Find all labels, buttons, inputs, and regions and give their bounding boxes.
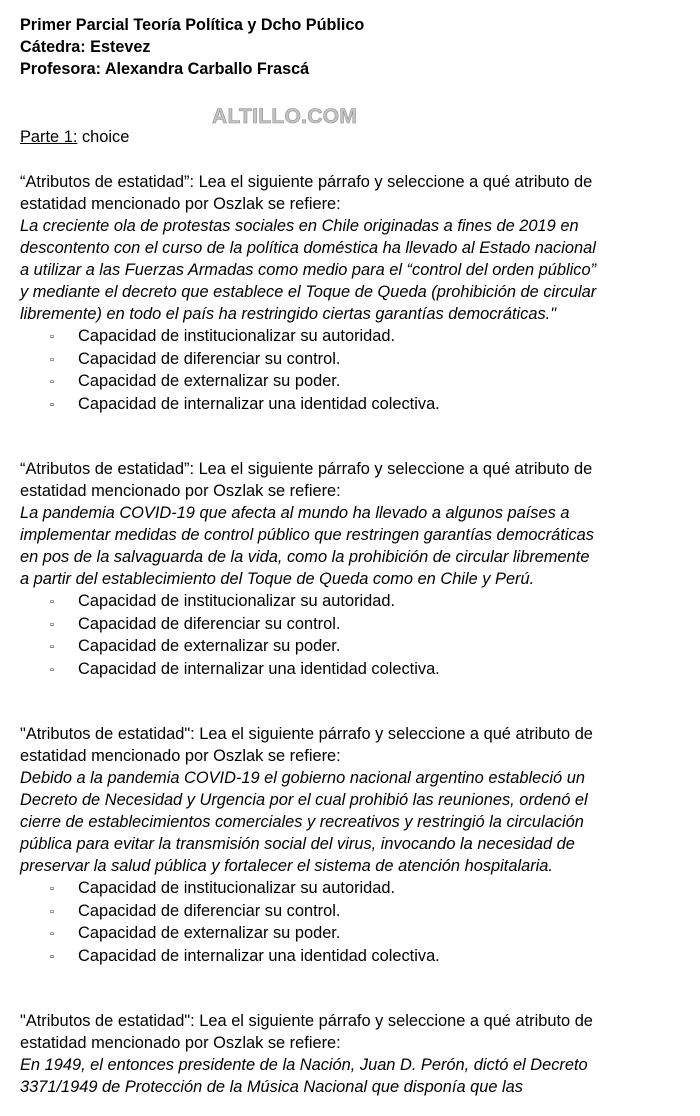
answer-option[interactable]: [20, 877, 700, 900]
section-label: Parte 1:: [20, 128, 78, 146]
section-heading: [20, 126, 129, 148]
question-prompt: [20, 458, 700, 502]
option-label: Capacidad de institucionalizar su autoridad.: [78, 879, 396, 897]
passage-line: 3371/1949 de Protección de la Música Nacional que disponía que las: [20, 1078, 523, 1096]
answer-options: [20, 877, 700, 967]
answer-options: [20, 590, 700, 680]
option-label: Capacidad de diferenciar su control.: [78, 349, 341, 368]
option-label: Capacidad de diferenciar su control.: [78, 614, 341, 633]
checkbox-icon[interactable]: ▫: [50, 641, 54, 653]
question-passage: [20, 215, 700, 325]
checkbox-icon[interactable]: ▫: [50, 353, 54, 366]
passage-line: La creciente ola de protestas sociales en Chile originadas a fines de 2019 en: [20, 217, 579, 235]
passage-line: pública para evitar la transmisión social del virus, invocando la necesidad de: [20, 835, 575, 853]
question-passage: [20, 1054, 700, 1098]
question-4: [20, 1010, 700, 1098]
document-page: [20, 14, 700, 1096]
passage-line: a utilizar a las Fuerzas Armadas como medio para el “control del orden público”: [20, 261, 597, 279]
question-1: [20, 171, 700, 415]
option-label: Capacidad de diferenciar su control.: [78, 901, 341, 920]
passage-line: preservar la salud pública y fortalecer el sistema de atención hospitalaria.: [20, 857, 553, 875]
prompt-line: estatidad mencionado por Oszlak se refiere:: [20, 482, 341, 500]
prompt-line: "Atributos de estatidad": Lea el siguiente párrafo y seleccione a qué atributo de: [20, 725, 593, 743]
prompt-line: estatidad mencionado por Oszlak se refiere:: [20, 747, 341, 765]
checkbox-icon[interactable]: ▫: [50, 331, 54, 343]
checkbox-icon[interactable]: ▫: [50, 928, 54, 940]
answer-option[interactable]: [20, 590, 700, 613]
professor-line: Profesora: Alexandra Carballo Frascá: [20, 60, 310, 78]
checkbox-icon[interactable]: ▫: [50, 883, 54, 895]
checkbox-icon[interactable]: ▫: [50, 950, 54, 963]
option-label: Capacidad de internalizar una identidad colectiva.: [78, 946, 440, 965]
checkbox-icon[interactable]: ▫: [50, 663, 54, 676]
answer-option[interactable]: [20, 945, 700, 968]
answer-options: [20, 325, 700, 415]
prompt-line: estatidad mencionado por Oszlak se refiere:: [20, 1034, 341, 1052]
checkbox-icon[interactable]: ▫: [50, 596, 54, 608]
answer-option[interactable]: [20, 922, 700, 945]
watermark-logo: ALTILLO.COM: [212, 105, 358, 128]
passage-line: descontento con el curso de la política doméstica ha llevado al Estado nacional: [20, 239, 596, 257]
option-label: Capacidad de institucionalizar su autoridad.: [78, 327, 396, 345]
question-prompt: [20, 1010, 700, 1054]
passage-line: libremente) en todo el país ha restringido ciertas garantías democráticas.": [20, 305, 557, 323]
question-passage: [20, 767, 700, 877]
option-label: Capacidad de externalizar su poder.: [78, 924, 341, 942]
prompt-line: “Atributos de estatidad”: Lea el siguiente párrafo y seleccione a qué atributo de: [20, 460, 593, 478]
answer-option[interactable]: [20, 348, 700, 371]
passage-line: La pandemia COVID-19 que afecta al mundo ha llevado a algunos países a: [20, 504, 570, 522]
answer-option[interactable]: [20, 635, 700, 658]
option-label: Capacidad de institucionalizar su autoridad.: [78, 592, 396, 610]
answer-option[interactable]: [20, 370, 700, 393]
answer-option[interactable]: [20, 613, 700, 636]
answer-option[interactable]: [20, 900, 700, 923]
option-label: Capacidad de externalizar su poder.: [78, 637, 341, 655]
passage-line: y mediante el decreto que establece el Toque de Queda (prohibición de circular: [20, 283, 597, 301]
chair-line: Cátedra: Estevez: [20, 38, 151, 56]
prompt-line: “Atributos de estatidad”: Lea el siguiente párrafo y seleccione a qué atributo de: [20, 173, 593, 191]
answer-option[interactable]: [20, 658, 700, 681]
answer-option[interactable]: [20, 325, 700, 348]
passage-line: En 1949, el entonces presidente de la Nación, Juan D. Perón, dictó el Decreto: [20, 1056, 588, 1074]
prompt-line: "Atributos de estatidad": Lea el siguiente párrafo y seleccione a qué atributo de: [20, 1012, 593, 1030]
checkbox-icon[interactable]: ▫: [50, 618, 54, 631]
question-prompt: [20, 171, 700, 215]
exam-title: Primer Parcial Teoría Política y Dcho Público: [20, 16, 365, 34]
passage-line: Debido a la pandemia COVID-19 el gobierno nacional argentino estableció un: [20, 769, 585, 787]
answer-option[interactable]: [20, 393, 700, 416]
question-passage: [20, 502, 700, 590]
prompt-line: estatidad mencionado por Oszlak se refiere:: [20, 195, 341, 213]
checkbox-icon[interactable]: ▫: [50, 905, 54, 918]
passage-line: a partir del establecimiento del Toque de Queda como en Chile y Perú.: [20, 570, 535, 588]
passage-line: en pos de la salvaguarda de la vida, como la prohibición de circular libremente: [20, 548, 590, 566]
checkbox-icon[interactable]: ▫: [50, 376, 54, 388]
passage-line: cierre de establecimientos comerciales y recreativos y restringió la circulación: [20, 813, 584, 831]
passage-line: Decreto de Necesidad y Urgencia por el cual prohibió las reuniones, ordenó el: [20, 791, 588, 809]
option-label: Capacidad de internalizar una identidad colectiva.: [78, 659, 440, 678]
checkbox-icon[interactable]: ▫: [50, 398, 54, 411]
passage-line: implementar medidas de control público que restringen garantías democráticas: [20, 526, 594, 544]
option-label: Capacidad de externalizar su poder.: [78, 372, 341, 390]
question-2: [20, 458, 700, 680]
section-type: choice: [77, 128, 130, 146]
question-3: [20, 723, 700, 967]
question-prompt: [20, 723, 700, 767]
option-label: Capacidad de internalizar una identidad colectiva.: [78, 394, 440, 413]
